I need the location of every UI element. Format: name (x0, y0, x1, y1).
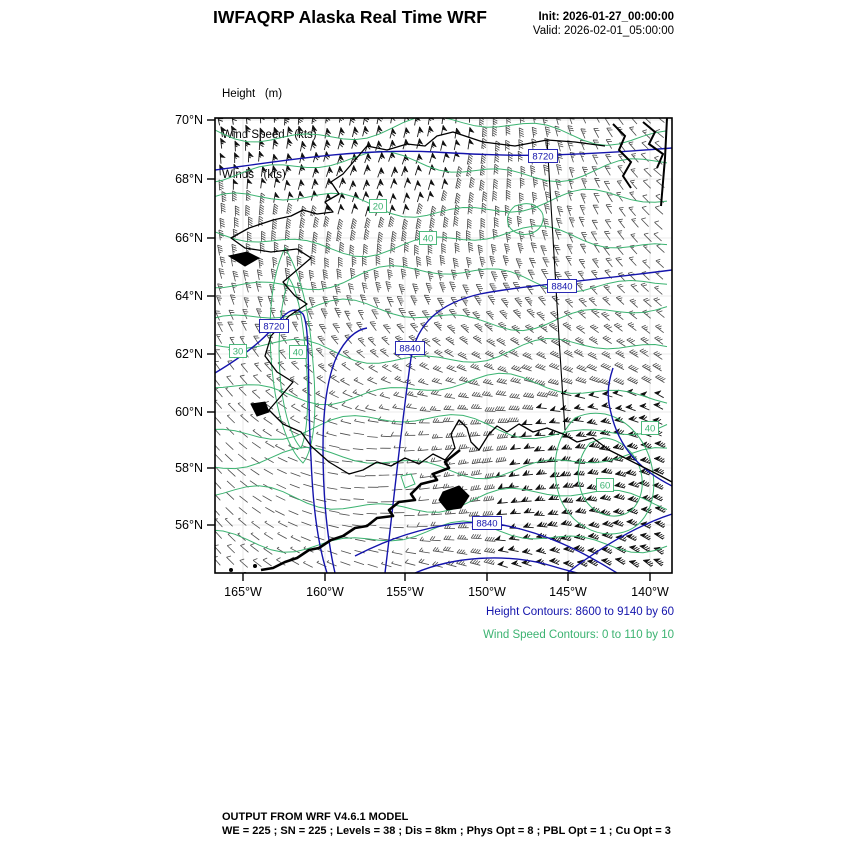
contour-label (396, 342, 425, 355)
lat-tick-label: 56°N (175, 518, 203, 532)
svg-text:40: 40 (644, 423, 656, 435)
legend-winds: Winds (kts) (222, 169, 286, 181)
lat-tick-label: 64°N (175, 289, 203, 303)
lon-tick-label: 160°W (306, 585, 344, 599)
lon-tick-label: 150°W (468, 585, 506, 599)
svg-text:8840: 8840 (476, 518, 498, 530)
footer-model-line: OUTPUT FROM WRF V4.6.1 MODEL (222, 811, 409, 823)
contour-label (420, 232, 437, 245)
lat-tick-label: 62°N (175, 347, 203, 361)
contour-label (260, 320, 289, 333)
contour-label (370, 200, 387, 213)
contour-label (473, 517, 502, 530)
contour-label (597, 479, 614, 492)
lat-tick-label: 58°N (175, 461, 203, 475)
svg-text:30: 30 (232, 346, 244, 358)
contour-label (548, 280, 577, 293)
wrf-map (175, 113, 672, 599)
lon-tick-label: 165°W (224, 585, 262, 599)
svg-text:20: 20 (372, 201, 384, 213)
svg-text:8840: 8840 (399, 343, 421, 355)
lat-tick-label: 66°N (175, 231, 203, 245)
contour-label (529, 150, 558, 163)
legend-height: Height (m) (222, 88, 283, 100)
contour-label (230, 345, 247, 358)
wind-contour-caption: Wind Speed Contours: 0 to 110 by 10 (483, 629, 674, 641)
svg-text:40: 40 (422, 233, 434, 245)
lon-tick-label: 155°W (386, 585, 424, 599)
time-stamp (533, 10, 674, 38)
contour-label (642, 422, 659, 435)
svg-text:8720: 8720 (263, 321, 285, 333)
lon-tick-label: 140°W (631, 585, 669, 599)
valid-time: Valid: 2026-02-01_05:00:00 (532, 25, 674, 37)
svg-text:40: 40 (292, 347, 304, 359)
lon-tick-label: 145°W (549, 585, 587, 599)
lat-tick-label: 68°N (175, 172, 203, 186)
svg-text:8720: 8720 (532, 151, 554, 163)
lat-tick-label: 70°N (175, 113, 203, 127)
page-title: IWFAQRP Alaska Real Time WRF (213, 7, 487, 27)
svg-text:8840: 8840 (551, 281, 573, 293)
model-footer (222, 810, 671, 838)
map-panel (175, 113, 672, 599)
height-contour-caption: Height Contours: 8600 to 9140 by 60 (486, 606, 674, 618)
init-time: Init: 2026-01-27_00:00:00 (538, 11, 674, 23)
legend-wind-speed: Wind Speed (kts) (222, 128, 317, 141)
footer-config-line: WE = 225 ; SN = 225 ; Levels = 38 ; Dis = 8km ; Phys Opt = 8 ; PBL Opt = 1 ; Cu Opt = 3 (222, 825, 671, 837)
contour-label (290, 346, 307, 359)
svg-text:60: 60 (599, 480, 611, 492)
lat-tick-label: 60°N (175, 405, 203, 419)
